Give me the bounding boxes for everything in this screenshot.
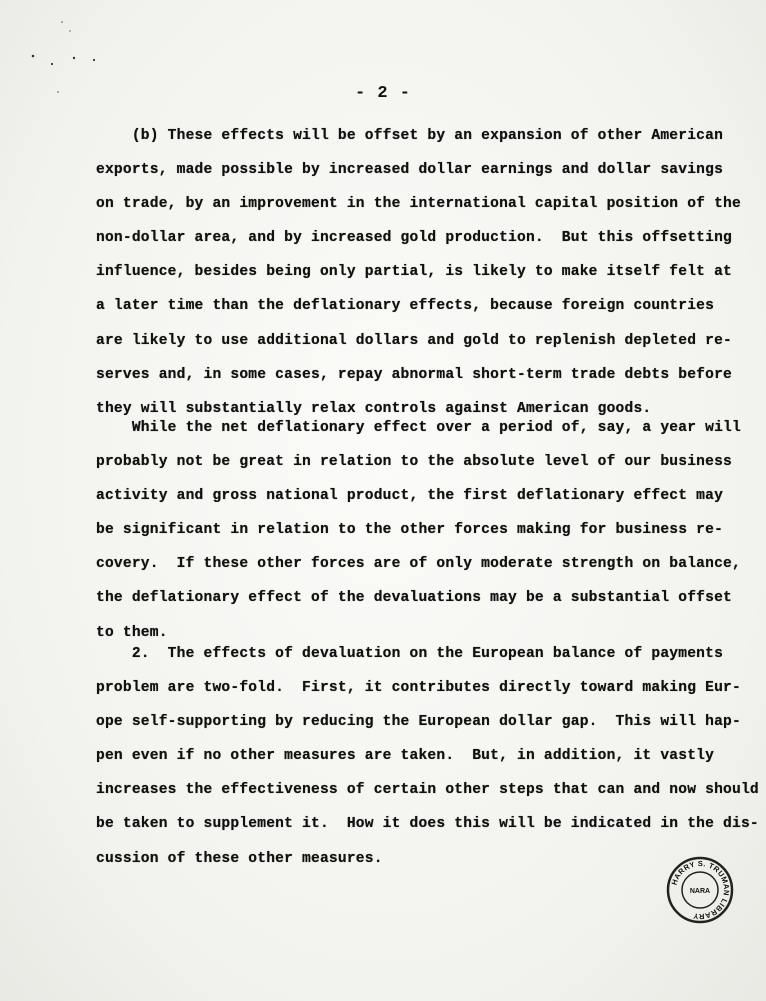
text-line: are likely to use additional dollars and gold to replenish depleted re- [96, 332, 732, 349]
text-line: serves and, in some cases, repay abnormal short-term trade debts before [96, 366, 732, 383]
text-line: 2. The effects of devaluation on the European balance of payments [96, 646, 724, 662]
text-line: to them. [96, 624, 168, 641]
paragraph-3 [96, 637, 759, 876]
text-line: ope self-supporting by reducing the European dollar gap. This will hap- [96, 714, 741, 731]
text-line: the deflationary effect of the devaluations may be a substantial offset [96, 590, 732, 607]
paragraph-1 [96, 119, 741, 426]
text-line: exports, made possible by increased dollar earnings and dollar savings [96, 162, 724, 179]
stamp-ring-text: HARRY S. TRUMAN LIBRARY [669, 858, 732, 922]
text-line: probably not be great in relation to the absolute level of our business [96, 454, 732, 471]
text-line: While the net deflationary effect over a period of, say, a year will [96, 420, 741, 436]
text-line: (b) These effects will be offset by an expansion of other American [96, 128, 724, 144]
text-line: increases the effectiveness of certain other steps that can and now should [96, 782, 759, 799]
stamp-inner-text: NARA [689, 888, 711, 895]
text-line: on trade, by an improvement in the international capital position of the [96, 196, 741, 213]
text-line: be significant in relation to the other forces making for business re- [96, 522, 724, 539]
page-number: - 2 - [354, 84, 411, 103]
text-line: problem are two-fold. First, it contributes directly toward making Eur- [96, 680, 741, 697]
text-line: covery. If these other forces are of only moderate strength on balance, [96, 556, 741, 573]
text-line: be taken to supplement it. How it does this will be indicated in the dis- [96, 816, 759, 833]
library-stamp-icon [666, 856, 734, 924]
text-line: non-dollar area, and by increased gold production. But this offsetting [96, 230, 732, 247]
text-line: they will substantially relax controls against American goods. [96, 400, 652, 417]
text-line: activity and gross national product, the first deflationary effect may [96, 488, 724, 505]
paragraph-2 [96, 411, 741, 650]
text-line: pen even if no other measures are taken. But, in addition, it vastly [96, 748, 715, 765]
text-line: a later time than the deflationary effects, because foreign countries [96, 298, 715, 315]
text-line: influence, besides being only partial, is likely to make itself felt at [96, 264, 732, 281]
text-line: cussion of these other measures. [96, 850, 383, 867]
